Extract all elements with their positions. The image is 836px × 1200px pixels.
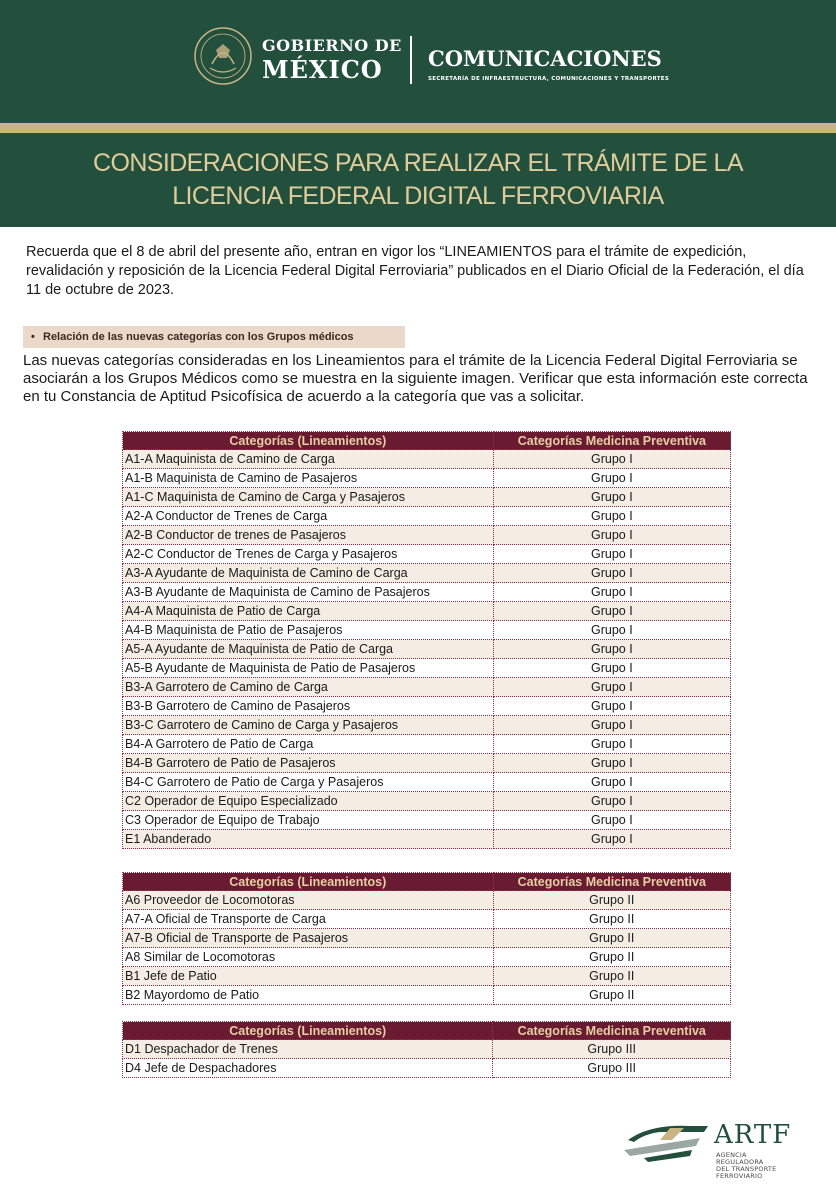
table-header-categories: Categorías (Lineamientos) xyxy=(123,1022,493,1040)
group-cell: Grupo I xyxy=(493,621,730,640)
table-row xyxy=(123,507,731,526)
government-logo xyxy=(192,24,670,94)
table-row xyxy=(123,929,731,948)
gobierno-line2: MÉXICO xyxy=(262,55,383,84)
category-cell: B4-A Garrotero de Patio de Carga xyxy=(123,735,494,754)
category-table-group-2 xyxy=(122,872,731,1005)
group-cell: Grupo I xyxy=(493,773,730,792)
table-row xyxy=(123,986,731,1005)
group-cell: Grupo I xyxy=(493,469,730,488)
table-row xyxy=(123,545,731,564)
category-cell: A2-B Conductor de trenes de Pasajeros xyxy=(123,526,494,545)
artf-logo xyxy=(620,1118,820,1178)
group-cell: Grupo I xyxy=(493,830,730,849)
category-cell: E1 Abanderado xyxy=(123,830,494,849)
category-cell: A3-A Ayudante de Maquinista de Camino de Carga xyxy=(123,564,494,583)
category-cell: A2-C Conductor de Trenes de Carga y Pasajeros xyxy=(123,545,494,564)
table-row xyxy=(123,621,731,640)
table-row xyxy=(123,488,731,507)
table-row xyxy=(123,811,731,830)
category-cell: A3-B Ayudante de Maquinista de Camino de Pasajeros xyxy=(123,583,494,602)
table-header-categories: Categorías (Lineamientos) xyxy=(123,432,494,450)
gobierno-line1: GOBIERNO DE xyxy=(262,36,402,55)
bullet-icon: • xyxy=(31,331,35,343)
table-header-categories: Categorías (Lineamientos) xyxy=(123,873,494,891)
category-cell: B4-B Garrotero de Patio de Pasajeros xyxy=(123,754,494,773)
group-cell: Grupo III xyxy=(493,1059,731,1078)
table-row xyxy=(123,754,731,773)
agency-subtitle: SECRETARÍA DE INFRAESTRUCTURA, COMUNICACIONES Y TRANSPORTES xyxy=(428,76,670,82)
group-cell: Grupo I xyxy=(493,545,730,564)
table-row xyxy=(123,773,731,792)
table-header-medicina: Categorías Medicina Preventiva xyxy=(493,1022,731,1040)
group-cell: Grupo I xyxy=(493,640,730,659)
category-cell: A8 Similar de Locomotoras xyxy=(123,948,494,967)
category-cell: D1 Despachador de Trenes xyxy=(123,1040,493,1059)
artf-name: ARTF xyxy=(714,1120,792,1150)
group-cell: Grupo II xyxy=(493,967,730,986)
category-cell: A1-C Maquinista de Camino de Carga y Pasajeros xyxy=(123,488,494,507)
explanation-paragraph: Las nuevas categorías consideradas en los Lineamientos para el trámite de la Licencia Federal Digital Ferroviaria se asociarán a los Grupos Médicos como se muestra en la siguiente imagen. Verificar que esta información este correcta en tu Constancia de Aptitud Psicofísica de acuerdo a la categoría que vas a solicitar. xyxy=(23,352,808,405)
table-row xyxy=(123,735,731,754)
table-row xyxy=(123,583,731,602)
table-row xyxy=(123,948,731,967)
table-row xyxy=(123,891,731,910)
group-cell: Grupo I xyxy=(493,678,730,697)
group-cell: Grupo II xyxy=(493,910,730,929)
artf-subtitle-line1: AGENCIA REGULADORA xyxy=(716,1151,764,1166)
gold-stripe xyxy=(0,123,836,133)
group-cell: Grupo I xyxy=(493,602,730,621)
group-cell: Grupo I xyxy=(493,754,730,773)
category-cell: A4-B Maquinista de Patio de Pasajeros xyxy=(123,621,494,640)
group-cell: Grupo I xyxy=(493,507,730,526)
category-cell: A1-A Maquinista de Camino de Carga xyxy=(123,450,494,469)
table-header-medicina: Categorías Medicina Preventiva xyxy=(493,873,730,891)
category-cell: A1-B Maquinista de Camino de Pasajeros xyxy=(123,469,494,488)
category-cell: C2 Operador de Equipo Especializado xyxy=(123,792,494,811)
table-row xyxy=(123,792,731,811)
category-cell: A5-A Ayudante de Maquinista de Patio de Carga xyxy=(123,640,494,659)
category-cell: C3 Operador de Equipo de Trabajo xyxy=(123,811,494,830)
artf-subtitle-line3: FERROVIARIO xyxy=(716,1172,763,1180)
page-title-line1: CONSIDERACIONES PARA REALIZAR EL TRÁMITE DE LA xyxy=(93,149,743,177)
group-cell: Grupo I xyxy=(493,450,730,469)
table-row xyxy=(123,640,731,659)
group-cell: Grupo II xyxy=(493,948,730,967)
group-cell: Grupo I xyxy=(493,564,730,583)
category-cell: D4 Jefe de Despachadores xyxy=(123,1059,493,1078)
table-row xyxy=(123,1059,731,1078)
table-header-medicina: Categorías Medicina Preventiva xyxy=(493,432,730,450)
national-seal-icon xyxy=(192,24,254,88)
section-label-text: Relación de las nuevas categorías con los Grupos médicos xyxy=(43,331,354,343)
group-cell: Grupo I xyxy=(493,583,730,602)
table-row xyxy=(123,716,731,735)
group-cell: Grupo I xyxy=(493,792,730,811)
category-table-group-1 xyxy=(122,431,731,849)
category-cell: B3-B Garrotero de Camino de Pasajeros xyxy=(123,697,494,716)
category-table-group-3 xyxy=(122,1021,731,1078)
agency-title: COMUNICACIONES xyxy=(428,46,662,71)
group-cell: Grupo II xyxy=(493,891,730,910)
group-cell: Grupo I xyxy=(493,526,730,545)
category-cell: B3-C Garrotero de Camino de Carga y Pasajeros xyxy=(123,716,494,735)
header-band xyxy=(0,0,836,123)
page-title-line2: LICENCIA FEDERAL DIGITAL FERROVIARIA xyxy=(172,182,664,210)
category-cell: B1 Jefe de Patio xyxy=(123,967,494,986)
intro-text: Recuerda que el 8 de abril del presente año, entran en vigor los “LINEAMIENTOS para el trámite de expedición, revalidación y reposición de la Licencia Federal Digital Ferroviaria” publicados en el Diario Oficial de la Federación, el día 11 de octubre de 2023. xyxy=(26,244,804,298)
artf-subtitle-line2: DEL TRANSPORTE xyxy=(716,1165,777,1173)
group-cell: Grupo I xyxy=(493,697,730,716)
category-cell: A7-A Oficial de Transporte de Carga xyxy=(123,910,494,929)
page-title xyxy=(0,147,836,213)
group-cell: Grupo II xyxy=(493,986,730,1005)
table-row xyxy=(123,564,731,583)
category-cell: A4-A Maquinista de Patio de Carga xyxy=(123,602,494,621)
group-cell: Grupo I xyxy=(493,659,730,678)
table-row xyxy=(123,1040,731,1059)
group-cell: Grupo I xyxy=(493,735,730,754)
table-row xyxy=(123,659,731,678)
group-cell: Grupo III xyxy=(493,1040,731,1059)
group-cell: Grupo II xyxy=(493,929,730,948)
category-cell: B3-A Garrotero de Camino de Carga xyxy=(123,678,494,697)
table-row xyxy=(123,602,731,621)
group-cell: Grupo I xyxy=(493,716,730,735)
logo-divider xyxy=(410,36,412,84)
group-cell: Grupo I xyxy=(493,488,730,507)
category-cell: B4-C Garrotero de Patio de Carga y Pasajeros xyxy=(123,773,494,792)
category-cell: B2 Mayordomo de Patio xyxy=(123,986,494,1005)
section-label xyxy=(23,326,405,348)
category-cell: A7-B Oficial de Transporte de Pasajeros xyxy=(123,929,494,948)
category-cell: A6 Proveedor de Locomotoras xyxy=(123,891,494,910)
table-row xyxy=(123,526,731,545)
artf-subtitle xyxy=(716,1152,796,1180)
table-row xyxy=(123,678,731,697)
table-row xyxy=(123,450,731,469)
table-row xyxy=(123,910,731,929)
table-row xyxy=(123,697,731,716)
train-logo-icon xyxy=(620,1120,712,1170)
table-row xyxy=(123,469,731,488)
category-cell: A5-B Ayudante de Maquinista de Patio de Pasajeros xyxy=(123,659,494,678)
table-row xyxy=(123,967,731,986)
table-row xyxy=(123,830,731,849)
category-cell: A2-A Conductor de Trenes de Carga xyxy=(123,507,494,526)
group-cell: Grupo I xyxy=(493,811,730,830)
